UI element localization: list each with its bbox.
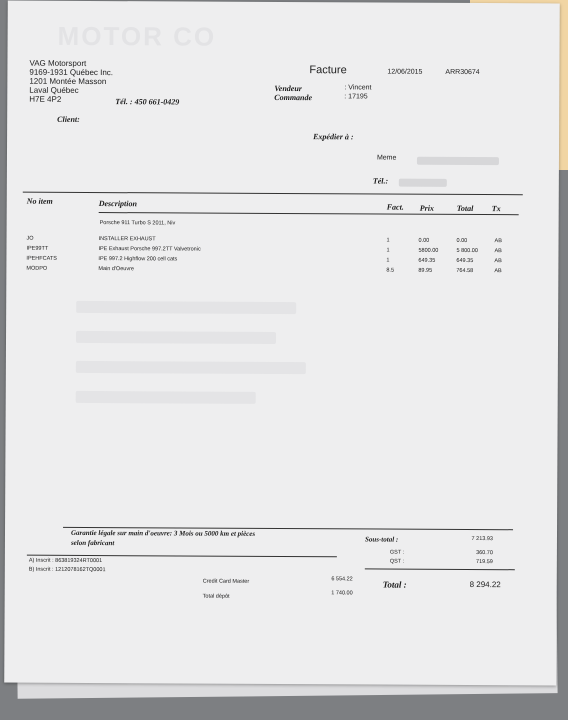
show-through-mark [76,391,256,404]
row-total: 5 800.00 [456,247,478,255]
row-tx: AB [494,268,502,275]
show-through-mark [76,361,306,374]
vendeur-value: : Vincent [344,84,372,92]
total-label: Total : [382,579,407,590]
table-row [24,246,524,257]
deposit-value: 1 740.00 [331,590,353,597]
col-fact-header: Fact. [386,202,404,212]
row-item: MODPO [26,265,48,272]
redacted-phone [399,179,447,187]
payment-label: Credit Card Master [202,578,250,585]
commande-value: : 17195 [344,93,368,101]
qst-label: QST : [389,558,405,565]
ship-label: Expédier à : [313,132,354,142]
warranty-line-2: selon fabricant [70,538,115,548]
row-price: 649.35 [418,257,436,264]
company-city: Laval Québec [29,85,79,95]
table-header-rule [99,212,519,215]
row-total: 764.58 [456,267,474,275]
col-total-header: Total [456,203,474,213]
row-desc: INSTALLER EXHAUST [98,236,156,243]
row-price: 89.95 [418,267,433,274]
row-total: 0.00 [456,237,468,244]
row-fact: 8.5 [386,267,395,274]
row-fact: 1 [386,237,390,244]
company-name: VAG Motorsport [29,58,87,68]
table-row [25,236,525,247]
row-desc: IPE 997.2 Highflow 200 cell cats [98,256,178,263]
payment-value: 6 554.22 [331,576,353,583]
subtotal-label: Sous-total : [364,535,399,544]
row-price: 0.00 [418,237,430,244]
row-fact: 1 [386,247,390,254]
row-desc: Main d'Oeuvre [98,266,135,273]
client-label: Client: [57,114,80,124]
col-desc-header: Description [98,199,137,209]
invoice-number: ARR30674 [445,68,480,77]
vendeur-label: Vendeur [274,83,302,94]
company-address: 1201 Montée Masson [29,76,107,87]
row-tx: AB [494,238,502,245]
row-desc: IPE Exhaust Porsche 997.2TT Valvetronic [98,246,201,253]
ship-tel-label: Tél.: [372,176,389,186]
gst-label: GST : [389,549,405,556]
show-through-mark [76,331,276,344]
company-block [29,59,113,104]
col-item-header: No item [26,196,53,206]
col-price-header: Prix [419,203,434,213]
total-value: 8 294.22 [469,579,501,590]
commande-label: Commande [274,92,313,103]
gst-value: 360.70 [476,550,493,557]
table-top-rule [23,192,523,196]
row-item: JO [26,235,34,242]
row-tx: AB [494,248,502,255]
warranty-line: Garantie légale sur main d'oeuvre: 3 Mois ou 5000 km et pièces [70,528,256,538]
subtotal-value: 7 213.93 [471,535,493,543]
ship-same: Meme [376,154,397,162]
total-rule [365,568,515,570]
invoice-title: Facture [309,64,347,77]
show-through-mark [76,301,296,314]
tax-registration-b: B) Inscrit : 1212078162TQ0001 [28,566,106,574]
row-tx: AB [494,258,502,265]
table-row [24,256,524,267]
table-row [24,266,524,277]
logo-watermark: MOTOR CO [57,20,217,52]
vehicle-line: Porsche 911 Turbo S 2011, Niv [99,220,176,227]
redacted-ship-info [417,157,499,165]
qst-value: 719.59 [476,559,493,566]
company-postal: H7E 4P2 [29,94,62,104]
tax-registration-a: A) Inscrit : 863819324RT0001 [28,557,103,565]
row-price: 5800.00 [418,247,439,254]
company-phone: Tél. : 450 661-0429 [115,97,180,107]
invoice-sheet [4,1,560,686]
company-id: 9169-1931 Québec Inc. [29,67,114,78]
invoice-date: 12/06/2015 [387,68,423,76]
deposit-label: Total dépôt [202,593,230,600]
tax-rule [27,555,337,558]
row-fact: 1 [386,257,390,264]
row-item: IPEHFCATS [26,255,57,262]
row-total: 649.35 [456,257,474,265]
col-tx-header: Tx [491,204,501,214]
row-item: IPE99TT [26,245,49,252]
